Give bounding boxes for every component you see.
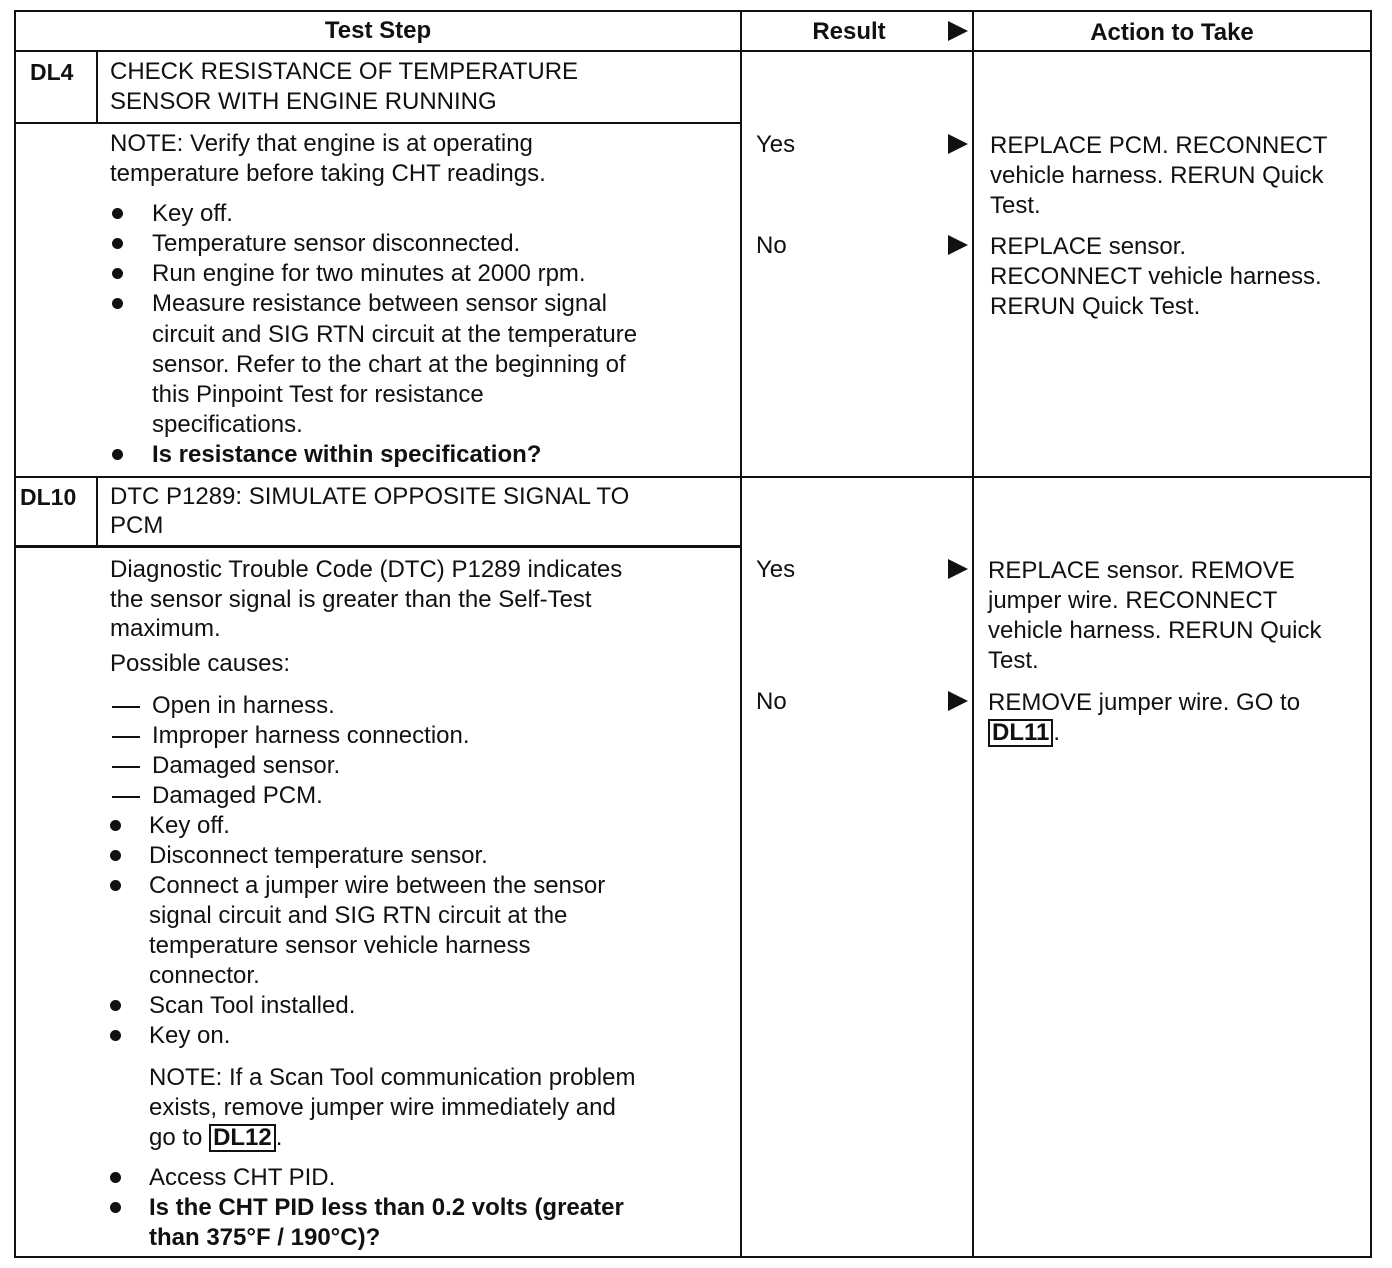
dl10-code-divider [96,476,98,546]
dl10-question: than 375°F / 190°C)? [149,1224,381,1251]
bullet-icon [110,1030,121,1041]
dash-icon [112,706,140,708]
dl10-action-yes-line: Test. [988,647,1039,674]
section-divider [14,476,1372,478]
dl4-step: circuit and SIG RTN circuit at the temperature [152,321,638,348]
header-arrow-icon [948,21,968,41]
dl10-action-yes-line: jumper wire. RECONNECT [988,587,1278,614]
dl4-step: Key off. [152,200,233,227]
dl10-action-yes-line: vehicle harness. RERUN Quick [988,617,1322,644]
dl4-action-no-line: RECONNECT vehicle harness. [990,263,1322,290]
header-result: Result [812,18,886,45]
dl10-step: Access CHT PID. [149,1164,336,1191]
dl4-note-line: NOTE: Verify that engine is at operating [110,130,533,157]
dl10-note-line: exists, remove jumper wire immediately and [149,1094,616,1121]
result-arrow-icon [948,235,968,255]
dl4-code-divider [96,50,98,122]
dl10-step: Key off. [149,812,230,839]
dl10-cause: Open in harness. [152,692,335,719]
bullet-icon [110,1202,121,1213]
dl4-result-no: No [756,232,787,259]
dl4-result-yes: Yes [756,131,796,158]
dl10-title-line: PCM [110,512,164,539]
dl10-step: Disconnect temperature sensor. [149,842,488,869]
dl10-causes-label: Possible causes: [110,650,291,677]
dash-icon [112,796,140,798]
dl10-note-go-to-text: go to [149,1124,203,1151]
bullet-icon [110,1172,121,1183]
dl4-step: sensor. Refer to the chart at the beginning of [152,351,626,378]
dl4-step: this Pinpoint Test for resistance [152,381,484,408]
dl4-step: Measure resistance between sensor signal [152,290,607,317]
dl10-cause: Damaged sensor. [152,752,341,779]
dl10-step: connector. [149,962,260,989]
dl10-note-go-to: go to DL12 . [149,1124,283,1151]
dl4-action-yes-line: Test. [990,192,1041,219]
bullet-icon [112,238,123,249]
result-arrow-icon [948,134,968,154]
dl12-link[interactable]: DL12 [209,1124,276,1152]
dl10-desc-line: Diagnostic Trouble Code (DTC) P1289 indicates [110,556,623,583]
dl4-step: Run engine for two minutes at 2000 rpm. [152,260,586,287]
dash-icon [112,736,140,738]
dl10-title-line: DTC P1289: SIMULATE OPPOSITE SIGNAL TO [110,483,630,510]
dl10-cause: Damaged PCM. [152,782,323,809]
dl4-question: Is resistance within specification? [152,441,542,468]
bullet-icon [112,268,123,279]
dl10-action-no-ref: DL11 . [988,718,1060,748]
dl10-title-divider [14,545,742,548]
dl10-cause: Improper harness connection. [152,722,470,749]
result-arrow-icon [948,559,968,579]
dl10-desc-line: maximum. [110,615,221,642]
dl10-question: Is the CHT PID less than 0.2 volts (greater [149,1194,624,1221]
header-divider [14,50,1372,52]
dl4-title-divider [14,122,742,124]
dl10-code: DL10 [20,484,77,510]
divider-action-col [972,10,974,1258]
dl4-action-yes-line: vehicle harness. RERUN Quick [990,162,1324,189]
dl4-action-yes-line: REPLACE PCM. RECONNECT [990,132,1328,159]
dash-icon [112,766,140,768]
header-test-step: Test Step [324,17,432,44]
divider-result-col [740,10,742,1258]
dl10-step: Scan Tool installed. [149,992,356,1019]
dl4-action-no-line: REPLACE sensor. [990,233,1187,260]
result-arrow-icon [948,691,968,711]
dl4-code: DL4 [30,59,74,85]
dl4-step: specifications. [152,411,303,438]
bullet-icon [110,820,121,831]
dl10-step: temperature sensor vehicle harness [149,932,531,959]
dl10-action-no-line: REMOVE jumper wire. GO to [988,689,1301,716]
dl4-step: Temperature sensor disconnected. [152,230,521,257]
dl10-action-yes-line: REPLACE sensor. REMOVE [988,557,1295,584]
header-action: Action to Take [1090,19,1254,46]
bullet-icon [112,208,123,219]
dl10-desc-line: the sensor signal is greater than the Self-Test [110,586,592,613]
dl4-title-line: SENSOR WITH ENGINE RUNNING [110,88,497,115]
dl10-result-no: No [756,688,787,715]
bullet-icon [110,1000,121,1011]
dl10-result-yes: Yes [756,556,796,583]
bullet-icon [110,850,121,861]
dl10-step: Connect a jumper wire between the sensor [149,872,606,899]
dl4-action-no-line: RERUN Quick Test. [990,293,1201,320]
bullet-icon [110,880,121,891]
dl4-title-line: CHECK RESISTANCE OF TEMPERATURE [110,58,579,85]
dl10-note-line: NOTE: If a Scan Tool communication problem [149,1064,636,1091]
dl11-link[interactable]: DL11 [988,719,1053,747]
dl4-note-line: temperature before taking CHT readings. [110,160,546,187]
dl10-step: Key on. [149,1022,231,1049]
dl10-step: signal circuit and SIG RTN circuit at the [149,902,568,929]
bullet-icon [112,298,123,309]
bullet-icon [112,449,123,460]
